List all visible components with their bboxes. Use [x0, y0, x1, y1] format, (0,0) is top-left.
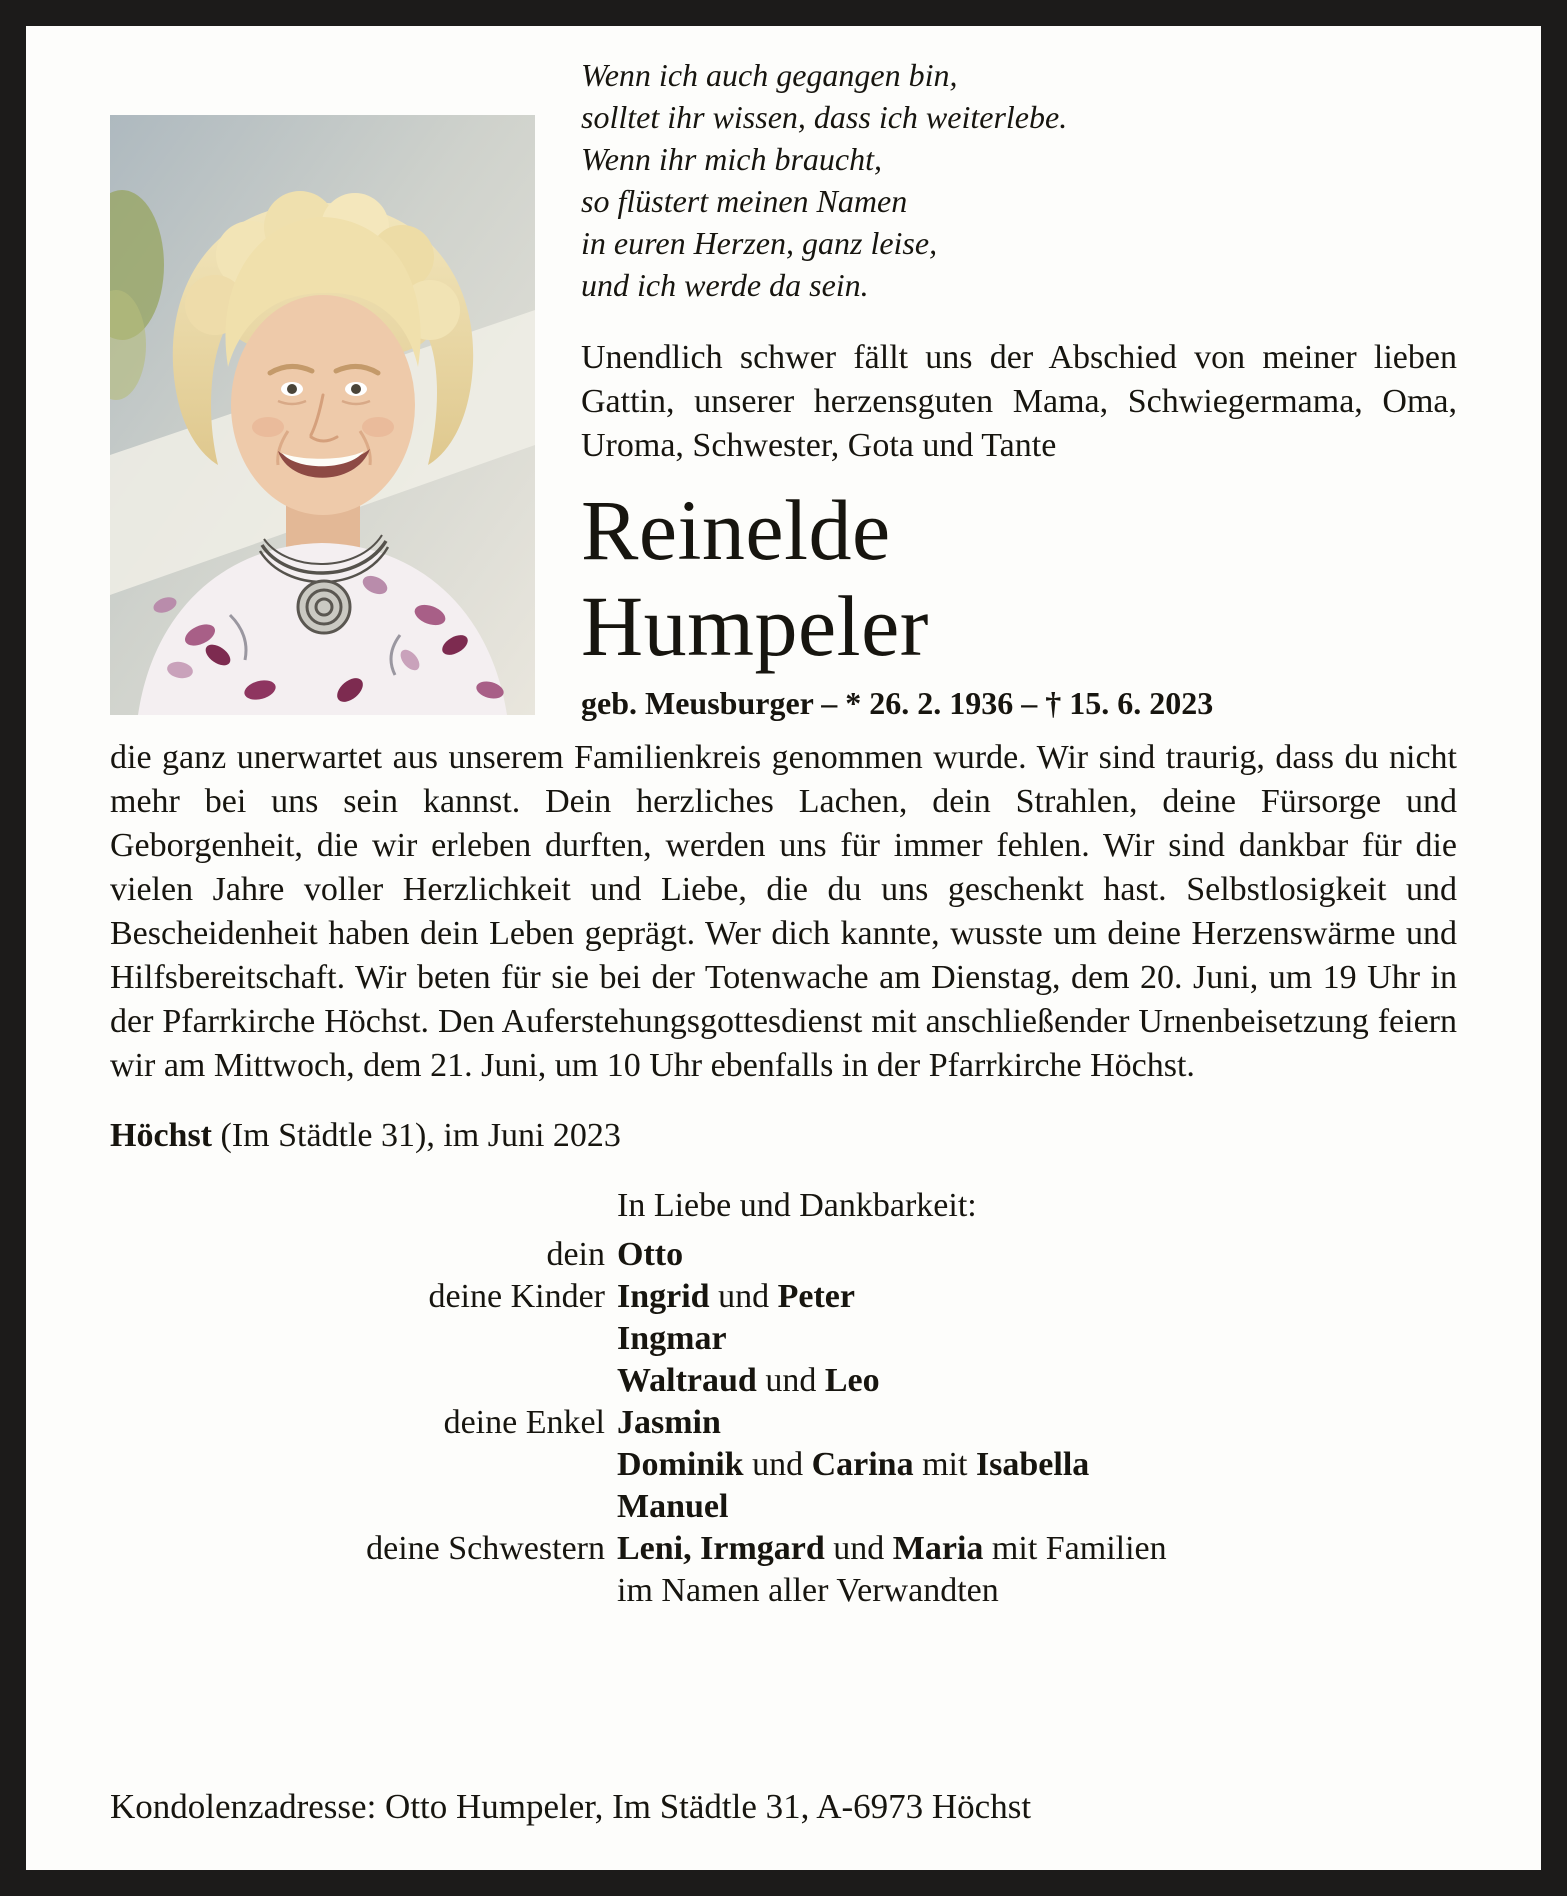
- family-member-name: Otto: [617, 1236, 684, 1273]
- family-relation-label: [110, 1318, 605, 1360]
- family-row: [110, 1528, 1457, 1570]
- location-place: Höchst: [110, 1117, 212, 1154]
- family-text: und: [756, 1362, 825, 1399]
- family-member-name: Manuel: [617, 1488, 729, 1525]
- family-member-name: Ingrid: [617, 1278, 710, 1315]
- family-row: [110, 1234, 1457, 1276]
- family-names: [617, 1318, 1457, 1360]
- family-member-name: Maria: [892, 1530, 984, 1567]
- intro-paragraph: Unendlich schwer fällt uns der Abschied von meiner lieben Gattin, unserer herzensguten Mama, Schwiegermama, Oma, Uroma, Schwester, Gota und Tante: [581, 339, 1457, 464]
- family-names: [617, 1570, 1457, 1612]
- family-member-name: Ingmar: [617, 1320, 727, 1357]
- deceased-name: [581, 482, 1457, 674]
- poem-line: Wenn ich auch gegangen bin,: [581, 57, 958, 93]
- family-relation-label: [110, 1486, 605, 1528]
- family-relation-label: deine Schwestern: [366, 1530, 605, 1567]
- photo-column: [110, 115, 535, 715]
- family-names: [617, 1402, 1457, 1444]
- family-names: [617, 1528, 1457, 1570]
- family-member-name: Isabella: [975, 1446, 1090, 1483]
- family-member-name: Carina: [811, 1446, 914, 1483]
- family-relation-label: [110, 1444, 605, 1486]
- obituary-body-text: die ganz unerwartet aus unserem Familienkreis genommen wurde. Wir sind traurig, dass du nicht mehr bei uns sein kannst. Dein herzliches Lachen, dein Strahlen, deine Fürsorge und Geborgenheit, die wir erleben durften, werden uns für immer fehlen. Wir sind dankbar für die vielen Jahre voller Herzlichkeit und Liebe, die du uns geschenkt hast. Selbstlosigkeit und Bescheidenheit haben dein Leben geprägt. Wer dich kannte, wusste um deine Herzenswärme und Hilfsbereitschaft. Wir beten für sie bei der Totenwache am Dienstag, dem 20. Juni, um 19 Uhr in der Pfarrkirche Höchst. Den Auferstehungsgottesdienst mit anschließender Urnenbeisetzung feiern wir am Mittwoch, dem 21. Juni, um 10 Uhr ebenfalls in der Pfarrkirche Höchst.: [110, 739, 1457, 1084]
- poem-line: solltet ihr wissen, dass ich weiterlebe.: [581, 99, 1068, 135]
- family-member-name: Leo: [824, 1362, 880, 1399]
- portrait-photo: [110, 115, 535, 715]
- family-row: [110, 1444, 1457, 1486]
- family-text: und: [709, 1278, 778, 1315]
- location-date-line: [110, 1114, 1457, 1158]
- family-list: [110, 1234, 1457, 1612]
- poem-line: und ich werde da sein.: [581, 267, 869, 303]
- family-names: [617, 1360, 1457, 1402]
- family-row: [110, 1570, 1457, 1612]
- family-relation-label: deine Enkel: [443, 1404, 605, 1441]
- family-member-name: Peter: [777, 1278, 855, 1315]
- top-section: [110, 26, 1457, 724]
- family-member-name: Waltraud: [617, 1362, 757, 1399]
- family-relation-label: [110, 1570, 605, 1612]
- family-text: und: [824, 1530, 893, 1567]
- family-row: [110, 1318, 1457, 1360]
- family-relation-label: dein: [546, 1236, 605, 1273]
- family-row: [110, 1360, 1457, 1402]
- family-member-name: Leni, Irmgard: [617, 1530, 825, 1567]
- poem-line: so flüstert meinen Namen: [581, 183, 908, 219]
- deceased-last-name: Humpeler: [581, 578, 929, 674]
- poem-line: Wenn ihr mich braucht,: [581, 141, 883, 177]
- family-text: mit: [913, 1446, 976, 1483]
- birth-death-dates: geb. Meusburger – * 26. 2. 1936 – † 15. 6. 2023: [581, 685, 1214, 721]
- family-names: [617, 1234, 1457, 1276]
- family-row: [110, 1486, 1457, 1528]
- family-text: im Namen aller Verwandten: [617, 1572, 999, 1609]
- poem-line: in euren Herzen, ganz leise,: [581, 225, 938, 261]
- family-member-name: Jasmin: [617, 1404, 721, 1441]
- family-row: [110, 1402, 1457, 1444]
- family-text: mit Familien: [983, 1530, 1167, 1567]
- family-member-name: Dominik: [617, 1446, 744, 1483]
- deceased-first-name: Reinelde: [581, 482, 891, 578]
- family-row: [110, 1276, 1457, 1318]
- location-rest: (Im Städtle 31), im Juni 2023: [212, 1117, 621, 1154]
- poem: [581, 54, 1457, 306]
- family-names: [617, 1486, 1457, 1528]
- right-column: [535, 26, 1457, 724]
- condolence-address-line: Kondolenzadresse: Otto Humpeler, Im Städtle 31, A-6973 Höchst: [110, 1787, 1032, 1826]
- family-relation-label: [110, 1360, 605, 1402]
- family-names: [617, 1444, 1457, 1486]
- family-text: und: [743, 1446, 812, 1483]
- family-names: [617, 1276, 1457, 1318]
- family-relation-label: deine Kinder: [428, 1278, 605, 1315]
- gratitude-line: In Liebe und Dankbarkeit:: [617, 1187, 977, 1224]
